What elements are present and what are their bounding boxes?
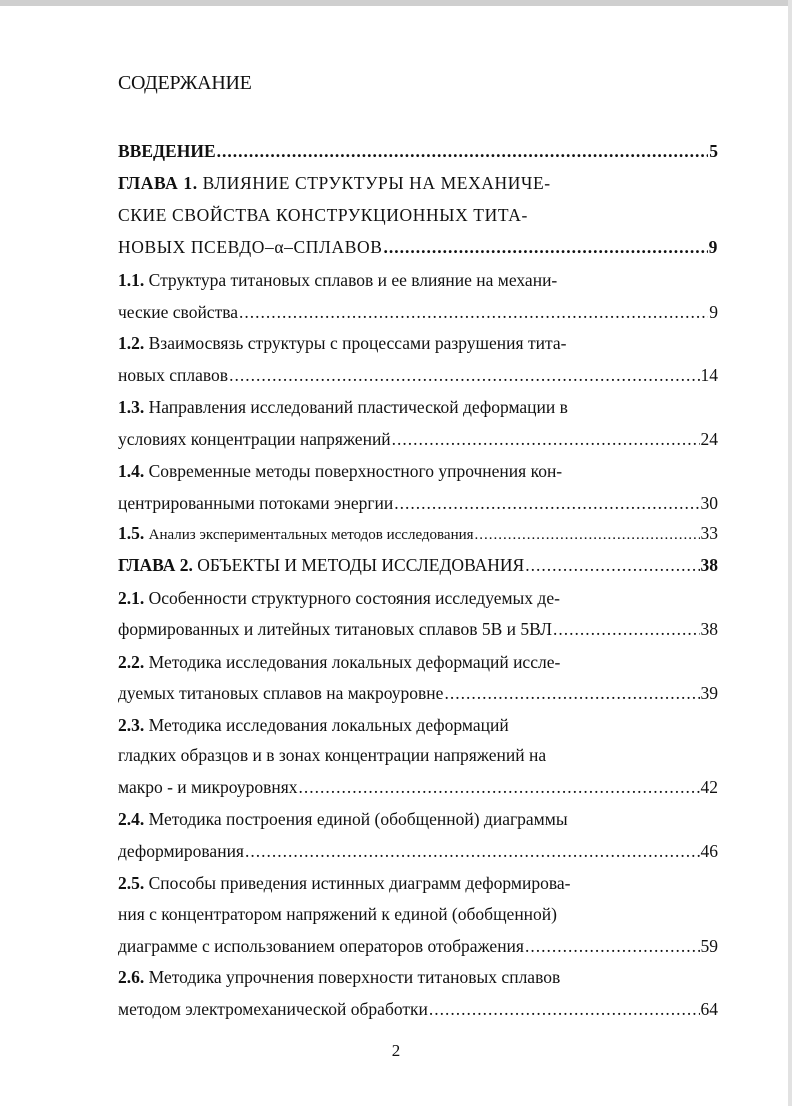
toc-leader bbox=[429, 997, 700, 1021]
toc-entry-2-5-cont bbox=[118, 902, 718, 926]
toc-page-number: 33 bbox=[700, 523, 718, 543]
toc-entry-title: Современные методы поверхностного упрочнения кон- bbox=[148, 461, 563, 481]
toc-page-number: 5 bbox=[709, 141, 718, 161]
toc-section-number: 1.4. bbox=[118, 461, 145, 481]
toc-entry-title: дуемых титановых сплавов на макроуровне bbox=[118, 683, 444, 703]
toc-page-number: 39 bbox=[700, 683, 718, 703]
toc-entry-chapter-1 bbox=[118, 171, 718, 195]
toc-entry-title: Взаимосвязь структуры с процессами разрушения тита- bbox=[148, 333, 567, 353]
toc-entry-2-3-cont bbox=[118, 743, 718, 767]
toc-section-number: 1.3. bbox=[118, 397, 145, 417]
toc-entry-1-3-end bbox=[118, 427, 718, 451]
toc-chapter-label: ГЛАВА 1. bbox=[118, 173, 198, 193]
toc-entry-2-1-end bbox=[118, 617, 718, 641]
toc-leader bbox=[383, 235, 707, 259]
toc-page-number: 46 bbox=[700, 841, 718, 861]
toc-entry-2-6-end bbox=[118, 997, 718, 1021]
toc-section-number: 2.1. bbox=[118, 588, 145, 608]
toc-entry-title: Методика упрочнения поверхности титановых сплавов bbox=[148, 967, 561, 987]
toc-entry-chapter-1-cont bbox=[118, 203, 718, 227]
toc-leader bbox=[239, 300, 708, 324]
toc-entry-1-4 bbox=[118, 459, 718, 483]
page-title: СОДЕРЖАНИЕ bbox=[118, 72, 252, 94]
toc-entry-title: диаграмме с использованием операторов отображения bbox=[118, 936, 524, 956]
toc-leader bbox=[444, 681, 699, 705]
toc-entry-1-3 bbox=[118, 395, 718, 419]
toc-page-number: 9 bbox=[709, 302, 718, 322]
toc-entry-title: Направления исследований пластической деформации в bbox=[148, 397, 568, 417]
toc-entry-2-6 bbox=[118, 965, 718, 989]
toc-entry-title: ния с концентратором напряжений к единой (обобщенной) bbox=[118, 904, 557, 924]
toc-leader bbox=[525, 553, 699, 577]
toc-leader bbox=[553, 617, 699, 641]
toc-entry-title: Особенности структурного состояния исследуемых де- bbox=[148, 588, 560, 608]
toc-entry-2-4-end bbox=[118, 839, 718, 863]
toc-entry-2-5-end bbox=[118, 934, 718, 958]
toc-entry-title: макро - и микроуровнях bbox=[118, 777, 298, 797]
toc-entry-1-1 bbox=[118, 268, 718, 292]
toc-entry-title: ВЛИЯНИЕ СТРУКТУРЫ НА МЕХАНИЧЕ- bbox=[202, 173, 551, 193]
toc-page-number: 9 bbox=[708, 237, 718, 257]
toc-entry-title: Методика исследования локальных деформаций иссле- bbox=[148, 652, 561, 672]
toc-entry-chapter-1-end bbox=[118, 235, 718, 259]
toc-entry-title: центрированными потоками энергии bbox=[118, 493, 394, 513]
toc-entry-title: СКИЕ СВОЙСТВА КОНСТРУКЦИОННЫХ ТИТА- bbox=[118, 205, 528, 225]
toc-page-number: 38 bbox=[700, 619, 718, 639]
toc-entry-2-2 bbox=[118, 650, 718, 674]
toc-entry-1-4-end bbox=[118, 491, 718, 515]
toc-entry-2-2-end bbox=[118, 681, 718, 705]
toc-leader bbox=[217, 139, 709, 163]
toc-section-number: 1.1. bbox=[118, 270, 145, 290]
toc-entry-2-4 bbox=[118, 807, 718, 831]
toc-page-number: 24 bbox=[700, 429, 718, 449]
toc-section-number: 2.3. bbox=[118, 715, 145, 735]
toc-entry-title: Методика исследования локальных деформаций bbox=[148, 715, 509, 735]
toc-entry-2-3-end bbox=[118, 775, 718, 799]
toc-page-number: 42 bbox=[700, 777, 718, 797]
page-edge-shadow-right bbox=[788, 0, 792, 1106]
toc-page-number: 64 bbox=[700, 999, 718, 1019]
page-number: 2 bbox=[391, 1041, 401, 1060]
toc-entry-1-1-end bbox=[118, 300, 718, 324]
toc-leader bbox=[245, 839, 700, 863]
toc-entry-title: формированных и литейных титановых сплавов 5В и 5ВЛ bbox=[118, 619, 553, 639]
toc-leader bbox=[475, 523, 700, 547]
page-edge-shadow bbox=[0, 0, 792, 6]
toc-entry-title: Структура титановых сплавов и ее влияние на механи- bbox=[148, 270, 558, 290]
toc-entry-title: НОВЫХ ПСЕВДО–α–СПЛАВОВ bbox=[118, 237, 383, 257]
toc-leader bbox=[394, 491, 699, 515]
toc-entry-2-5 bbox=[118, 871, 718, 895]
toc-entry-2-3 bbox=[118, 713, 718, 737]
toc-entry-title: деформирования bbox=[118, 841, 244, 861]
toc-page-number: 38 bbox=[700, 555, 718, 575]
toc-section-number: 2.2. bbox=[118, 652, 145, 672]
toc-entry-title: новых сплавов bbox=[118, 365, 229, 385]
toc-section-number: 2.4. bbox=[118, 809, 145, 829]
toc-leader bbox=[392, 427, 700, 451]
toc-entry-title: ческие свойства bbox=[118, 302, 239, 322]
toc-leader bbox=[229, 363, 699, 387]
toc-section-number: 2.6. bbox=[118, 967, 145, 987]
toc-page-number: 59 bbox=[700, 936, 718, 956]
toc-section-number: 1.2. bbox=[118, 333, 145, 353]
toc-entry-title: Способы приведения истинных диаграмм деформирова- bbox=[148, 873, 571, 893]
toc-entry-intro bbox=[118, 139, 718, 163]
toc-entry-chapter-2 bbox=[118, 553, 718, 577]
toc-entry-title: ОБЪЕКТЫ И МЕТОДЫ ИССЛЕДОВАНИЯ bbox=[197, 555, 525, 575]
toc-entry-title: Методика построения единой (обобщенной) диаграммы bbox=[148, 809, 568, 829]
toc-chapter-label: ГЛАВА 2. bbox=[118, 555, 193, 575]
toc-section-number: 2.5. bbox=[118, 873, 145, 893]
toc-entry-title: методом электромеханической обработки bbox=[118, 999, 428, 1019]
toc-entry-1-2-end bbox=[118, 363, 718, 387]
toc-section-number: 1.5. bbox=[118, 523, 145, 543]
toc-entry-title: Анализ экспериментальных методов исследования bbox=[148, 527, 474, 543]
toc-entry-2-1 bbox=[118, 586, 718, 610]
toc-entry-title: условиях концентрации напряжений bbox=[118, 429, 391, 449]
toc-page-number: 30 bbox=[700, 493, 718, 513]
toc-page-number: 14 bbox=[700, 365, 718, 385]
toc-leader bbox=[525, 934, 700, 958]
toc-entry-1-2 bbox=[118, 331, 718, 355]
toc-entry-title: ВВЕДЕНИЕ bbox=[118, 141, 216, 161]
toc-entry-title: гладких образцов и в зонах концентрации напряжений на bbox=[118, 745, 547, 765]
toc-leader bbox=[299, 775, 700, 799]
toc-entry-1-5 bbox=[118, 521, 718, 545]
